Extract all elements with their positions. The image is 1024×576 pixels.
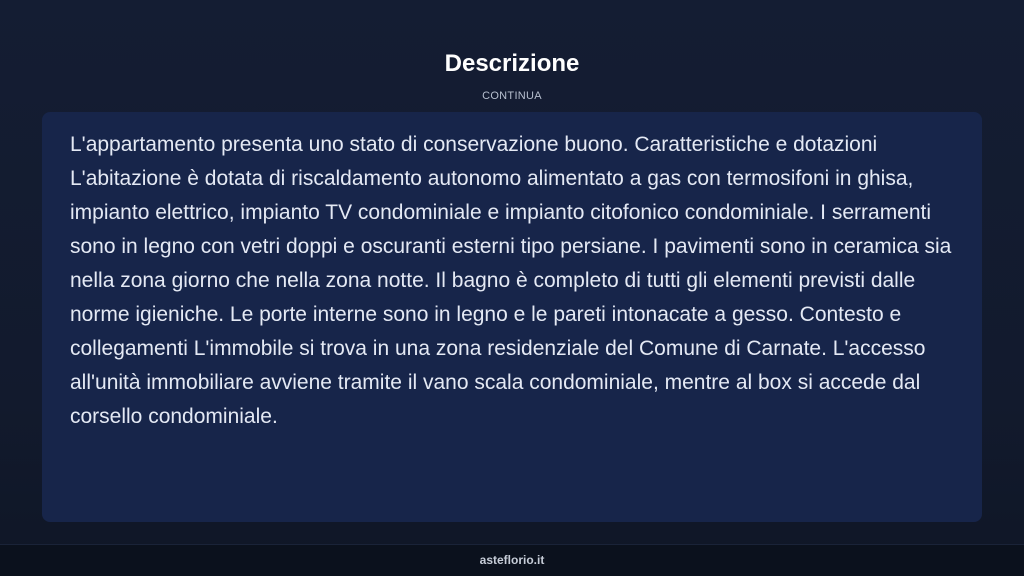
- description-card: [42, 112, 982, 522]
- page-title: Descrizione: [444, 50, 580, 77]
- description-text: L'appartamento presenta uno stato di conservazione buono. Caratteristiche e dotazioni L'abitazione è dotata di riscaldamento autonomo alimentato a gas con termosifoni in ghisa, impianto elettrico, impianto TV condominiale e impianto citofonico condominiale. I serramenti sono in legno con vetri doppi e oscuranti esterni tipo persiane. I pavimenti sono in ceramica sia nella zona giorno che nella zona notte. Il bagno è completo di tutti gli elementi previsti dalle norme igieniche. Le porte interne sono in legno e le pareti intonacate a gesso. Contesto e collegamenti L'immobile si trova in una zona residenziale del Comune di Carnate. L'accesso all'unità immobiliare avviene tramite il vano scala condominiale, mentre al box si accede dal corsello condominiale.: [70, 133, 952, 428]
- continue-link[interactable]: CONTINUA: [482, 90, 542, 102]
- footer: [0, 544, 1024, 576]
- footer-site-label: asteflorio.it: [479, 553, 545, 567]
